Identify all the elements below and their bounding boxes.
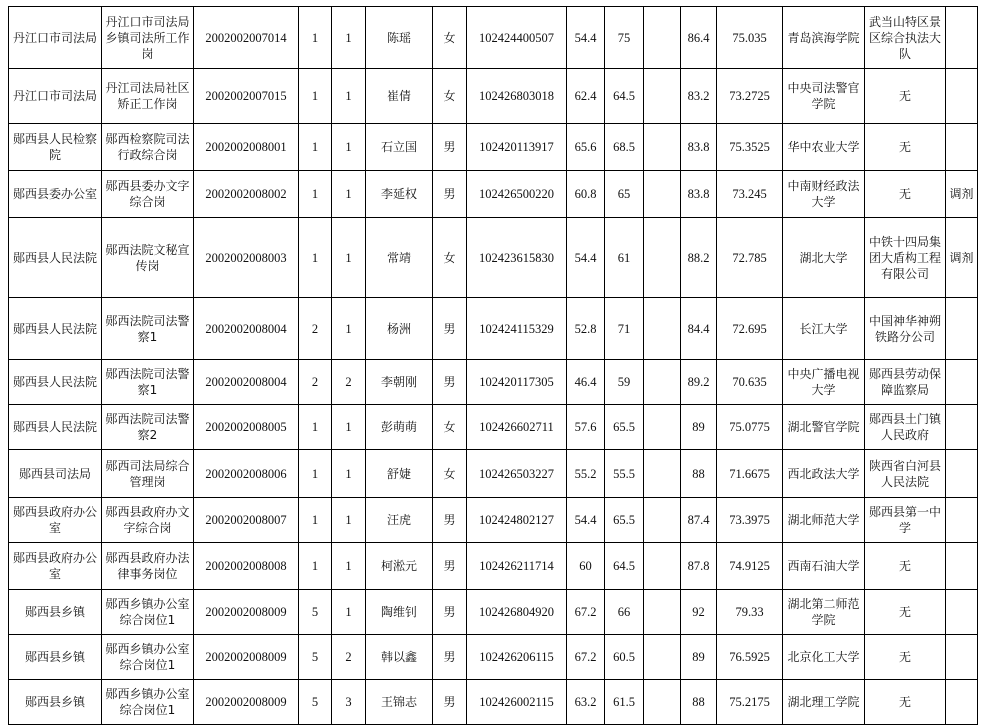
interview-score-cell: 92 — [681, 590, 717, 635]
gender-cell: 女 — [433, 7, 467, 69]
name-cell: 王锦志 — [366, 680, 433, 725]
total-score-cell: 76.5925 — [717, 635, 783, 680]
position-cell: 郧西乡镇办公室综合岗位1 — [102, 635, 194, 680]
empty-score-cell — [644, 590, 681, 635]
gender-cell: 男 — [433, 171, 467, 218]
position-cell: 郧西检察院司法行政综合岗 — [102, 124, 194, 171]
test-score-cell: 75 — [605, 7, 644, 69]
test-score-cell: 66 — [605, 590, 644, 635]
table-row — [9, 124, 978, 171]
plan-count-cell: 5 — [299, 590, 332, 635]
position-cell: 丹江口市司法局乡镇司法所工作岗 — [102, 7, 194, 69]
interview-score-cell: 83.2 — [681, 69, 717, 124]
rank-cell: 1 — [332, 124, 366, 171]
employer-cell: 陕西省白河县人民法院 — [865, 450, 946, 498]
name-cell: 汪虎 — [366, 498, 433, 543]
total-score-cell: 74.9125 — [717, 543, 783, 590]
gender-cell: 男 — [433, 543, 467, 590]
test-score-cell: 55.5 — [605, 450, 644, 498]
employer-cell: 无 — [865, 635, 946, 680]
unit-cell: 郧西县政府办公室 — [9, 543, 102, 590]
ticket-number-cell: 102426500220 — [467, 171, 567, 218]
written-score-cell: 60 — [567, 543, 605, 590]
unit-cell: 郧西县人民法院 — [9, 298, 102, 360]
code-cell: 2002002007014 — [194, 7, 299, 69]
remark-cell: 调剂 — [946, 218, 978, 298]
table-row — [9, 498, 978, 543]
unit-cell: 郧西县乡镇 — [9, 635, 102, 680]
school-cell: 湖北第二师范学院 — [783, 590, 865, 635]
remark-cell — [946, 543, 978, 590]
plan-count-cell: 2 — [299, 360, 332, 405]
empty-score-cell — [644, 124, 681, 171]
interview-score-cell: 83.8 — [681, 171, 717, 218]
school-cell: 湖北警官学院 — [783, 405, 865, 450]
written-score-cell: 67.2 — [567, 590, 605, 635]
total-score-cell: 72.785 — [717, 218, 783, 298]
unit-cell: 丹江口市司法局 — [9, 7, 102, 69]
table-row — [9, 298, 978, 360]
test-score-cell: 64.5 — [605, 543, 644, 590]
test-score-cell: 68.5 — [605, 124, 644, 171]
interview-score-cell: 84.4 — [681, 298, 717, 360]
code-cell: 2002002007015 — [194, 69, 299, 124]
ticket-number-cell: 102424802127 — [467, 498, 567, 543]
table-row — [9, 7, 978, 69]
gender-cell: 女 — [433, 218, 467, 298]
total-score-cell: 75.3525 — [717, 124, 783, 171]
empty-score-cell — [644, 218, 681, 298]
name-cell: 陈瑶 — [366, 7, 433, 69]
rank-cell: 3 — [332, 680, 366, 725]
rank-cell: 1 — [332, 298, 366, 360]
interview-score-cell: 88 — [681, 680, 717, 725]
name-cell: 常靖 — [366, 218, 433, 298]
position-cell: 郧西乡镇办公室综合岗位1 — [102, 590, 194, 635]
test-score-cell: 65.5 — [605, 405, 644, 450]
empty-score-cell — [644, 450, 681, 498]
written-score-cell: 65.6 — [567, 124, 605, 171]
employer-cell: 中国神华神朔铁路分公司 — [865, 298, 946, 360]
school-cell: 湖北理工学院 — [783, 680, 865, 725]
total-score-cell: 75.035 — [717, 7, 783, 69]
interview-score-cell: 86.4 — [681, 7, 717, 69]
test-score-cell: 60.5 — [605, 635, 644, 680]
written-score-cell: 46.4 — [567, 360, 605, 405]
total-score-cell: 79.33 — [717, 590, 783, 635]
code-cell: 2002002008002 — [194, 171, 299, 218]
written-score-cell: 52.8 — [567, 298, 605, 360]
position-cell: 郧西法院文秘宣传岗 — [102, 218, 194, 298]
school-cell: 华中农业大学 — [783, 124, 865, 171]
plan-count-cell: 1 — [299, 543, 332, 590]
ticket-number-cell: 102426803018 — [467, 69, 567, 124]
name-cell: 杨洲 — [366, 298, 433, 360]
plan-count-cell: 1 — [299, 450, 332, 498]
interview-score-cell: 89 — [681, 405, 717, 450]
ticket-number-cell: 102424400507 — [467, 7, 567, 69]
name-cell: 陶维钊 — [366, 590, 433, 635]
unit-cell: 郧西县委办公室 — [9, 171, 102, 218]
code-cell: 2002002008009 — [194, 590, 299, 635]
written-score-cell: 54.4 — [567, 498, 605, 543]
remark-cell — [946, 124, 978, 171]
employer-cell: 武当山特区景区综合执法大队 — [865, 7, 946, 69]
name-cell: 韩以鑫 — [366, 635, 433, 680]
plan-count-cell: 5 — [299, 680, 332, 725]
empty-score-cell — [644, 298, 681, 360]
empty-score-cell — [644, 680, 681, 725]
empty-score-cell — [644, 543, 681, 590]
written-score-cell: 57.6 — [567, 405, 605, 450]
interview-score-cell: 89 — [681, 635, 717, 680]
total-score-cell: 72.695 — [717, 298, 783, 360]
test-score-cell: 65.5 — [605, 498, 644, 543]
unit-cell: 郧西县人民法院 — [9, 405, 102, 450]
gender-cell: 女 — [433, 69, 467, 124]
school-cell: 西南石油大学 — [783, 543, 865, 590]
table-row — [9, 450, 978, 498]
test-score-cell: 65 — [605, 171, 644, 218]
written-score-cell: 55.2 — [567, 450, 605, 498]
results-table — [8, 6, 978, 725]
remark-cell — [946, 360, 978, 405]
empty-score-cell — [644, 635, 681, 680]
remark-cell — [946, 680, 978, 725]
ticket-number-cell: 102424115329 — [467, 298, 567, 360]
school-cell: 中南财经政法大学 — [783, 171, 865, 218]
empty-score-cell — [644, 7, 681, 69]
written-score-cell: 60.8 — [567, 171, 605, 218]
remark-cell — [946, 405, 978, 450]
unit-cell: 郧西县乡镇 — [9, 680, 102, 725]
employer-cell: 郧西县土门镇人民政府 — [865, 405, 946, 450]
remark-cell — [946, 7, 978, 69]
code-cell: 2002002008001 — [194, 124, 299, 171]
employer-cell: 无 — [865, 124, 946, 171]
unit-cell: 郧西县人民检察院 — [9, 124, 102, 171]
rank-cell: 1 — [332, 218, 366, 298]
name-cell: 舒婕 — [366, 450, 433, 498]
school-cell: 中央司法警官学院 — [783, 69, 865, 124]
rank-cell: 2 — [332, 360, 366, 405]
remark-cell — [946, 635, 978, 680]
code-cell: 2002002008009 — [194, 680, 299, 725]
employer-cell: 无 — [865, 680, 946, 725]
written-score-cell: 54.4 — [567, 218, 605, 298]
employer-cell: 无 — [865, 69, 946, 124]
unit-cell: 郧西县人民法院 — [9, 360, 102, 405]
school-cell: 中央广播电视大学 — [783, 360, 865, 405]
gender-cell: 男 — [433, 360, 467, 405]
total-score-cell: 73.2725 — [717, 69, 783, 124]
school-cell: 湖北师范大学 — [783, 498, 865, 543]
position-cell: 丹江司法局社区矫正工作岗 — [102, 69, 194, 124]
employer-cell: 郧西县劳动保障监察局 — [865, 360, 946, 405]
rank-cell: 1 — [332, 69, 366, 124]
name-cell: 李朝刚 — [366, 360, 433, 405]
plan-count-cell: 5 — [299, 635, 332, 680]
position-cell: 郧西乡镇办公室综合岗位1 — [102, 680, 194, 725]
gender-cell: 男 — [433, 680, 467, 725]
name-cell: 崔倩 — [366, 69, 433, 124]
school-cell: 青岛滨海学院 — [783, 7, 865, 69]
remark-cell — [946, 69, 978, 124]
table-body — [9, 7, 978, 725]
ticket-number-cell: 102426206115 — [467, 635, 567, 680]
position-cell: 郧西县政府办法律事务岗位 — [102, 543, 194, 590]
name-cell: 石立国 — [366, 124, 433, 171]
remark-cell — [946, 298, 978, 360]
written-score-cell: 54.4 — [567, 7, 605, 69]
plan-count-cell: 1 — [299, 124, 332, 171]
name-cell: 柯淞元 — [366, 543, 433, 590]
gender-cell: 男 — [433, 635, 467, 680]
empty-score-cell — [644, 360, 681, 405]
position-cell: 郧西法院司法警察1 — [102, 360, 194, 405]
test-score-cell: 61 — [605, 218, 644, 298]
empty-score-cell — [644, 69, 681, 124]
test-score-cell: 71 — [605, 298, 644, 360]
code-cell: 2002002008007 — [194, 498, 299, 543]
table-row — [9, 69, 978, 124]
table-row — [9, 590, 978, 635]
plan-count-cell: 1 — [299, 498, 332, 543]
rank-cell: 1 — [332, 450, 366, 498]
total-score-cell: 71.6675 — [717, 450, 783, 498]
interview-score-cell: 87.8 — [681, 543, 717, 590]
ticket-number-cell: 102426503227 — [467, 450, 567, 498]
plan-count-cell: 1 — [299, 7, 332, 69]
empty-score-cell — [644, 405, 681, 450]
gender-cell: 女 — [433, 450, 467, 498]
written-score-cell: 67.2 — [567, 635, 605, 680]
unit-cell: 郧西县司法局 — [9, 450, 102, 498]
interview-score-cell: 88 — [681, 450, 717, 498]
gender-cell: 男 — [433, 124, 467, 171]
code-cell: 2002002008005 — [194, 405, 299, 450]
written-score-cell: 62.4 — [567, 69, 605, 124]
school-cell: 长江大学 — [783, 298, 865, 360]
rank-cell: 1 — [332, 498, 366, 543]
code-cell: 2002002008004 — [194, 298, 299, 360]
plan-count-cell: 1 — [299, 218, 332, 298]
employer-cell: 无 — [865, 590, 946, 635]
written-score-cell: 63.2 — [567, 680, 605, 725]
table-row — [9, 405, 978, 450]
rank-cell: 2 — [332, 635, 366, 680]
code-cell: 2002002008006 — [194, 450, 299, 498]
school-cell: 湖北大学 — [783, 218, 865, 298]
total-score-cell: 70.635 — [717, 360, 783, 405]
ticket-number-cell: 102426002115 — [467, 680, 567, 725]
test-score-cell: 61.5 — [605, 680, 644, 725]
position-cell: 郧西司法局综合管理岗 — [102, 450, 194, 498]
total-score-cell: 73.3975 — [717, 498, 783, 543]
ticket-number-cell: 102420113917 — [467, 124, 567, 171]
table-row — [9, 171, 978, 218]
position-cell: 郧西法院司法警察2 — [102, 405, 194, 450]
rank-cell: 1 — [332, 7, 366, 69]
position-cell: 郧西法院司法警察1 — [102, 298, 194, 360]
rank-cell: 1 — [332, 590, 366, 635]
remark-cell — [946, 450, 978, 498]
school-cell: 北京化工大学 — [783, 635, 865, 680]
total-score-cell: 75.2175 — [717, 680, 783, 725]
interview-score-cell: 89.2 — [681, 360, 717, 405]
total-score-cell: 75.0775 — [717, 405, 783, 450]
ticket-number-cell: 102426804920 — [467, 590, 567, 635]
name-cell: 李延权 — [366, 171, 433, 218]
ticket-number-cell: 102420117305 — [467, 360, 567, 405]
school-cell: 西北政法大学 — [783, 450, 865, 498]
test-score-cell: 64.5 — [605, 69, 644, 124]
table-row — [9, 543, 978, 590]
code-cell: 2002002008003 — [194, 218, 299, 298]
rank-cell: 1 — [332, 543, 366, 590]
test-score-cell: 59 — [605, 360, 644, 405]
employer-cell: 无 — [865, 543, 946, 590]
empty-score-cell — [644, 498, 681, 543]
unit-cell: 郧西县人民法院 — [9, 218, 102, 298]
ticket-number-cell: 102426602711 — [467, 405, 567, 450]
remark-cell: 调剂 — [946, 171, 978, 218]
employer-cell: 郧西县第一中学 — [865, 498, 946, 543]
plan-count-cell: 2 — [299, 298, 332, 360]
total-score-cell: 73.245 — [717, 171, 783, 218]
position-cell: 郧西县政府办文字综合岗 — [102, 498, 194, 543]
table-row — [9, 635, 978, 680]
unit-cell: 郧西县乡镇 — [9, 590, 102, 635]
interview-score-cell: 83.8 — [681, 124, 717, 171]
plan-count-cell: 1 — [299, 405, 332, 450]
employer-cell: 中铁十四局集团大盾构工程有限公司 — [865, 218, 946, 298]
interview-score-cell: 88.2 — [681, 218, 717, 298]
gender-cell: 女 — [433, 405, 467, 450]
ticket-number-cell: 102426211714 — [467, 543, 567, 590]
plan-count-cell: 1 — [299, 69, 332, 124]
gender-cell: 男 — [433, 498, 467, 543]
table-row — [9, 218, 978, 298]
empty-score-cell — [644, 171, 681, 218]
rank-cell: 1 — [332, 405, 366, 450]
table-row — [9, 680, 978, 725]
gender-cell: 男 — [433, 298, 467, 360]
table-row — [9, 360, 978, 405]
gender-cell: 男 — [433, 590, 467, 635]
rank-cell: 1 — [332, 171, 366, 218]
code-cell: 2002002008004 — [194, 360, 299, 405]
ticket-number-cell: 102423615830 — [467, 218, 567, 298]
unit-cell: 丹江口市司法局 — [9, 69, 102, 124]
unit-cell: 郧西县政府办公室 — [9, 498, 102, 543]
interview-score-cell: 87.4 — [681, 498, 717, 543]
remark-cell — [946, 590, 978, 635]
position-cell: 郧西县委办文字综合岗 — [102, 171, 194, 218]
name-cell: 彭萌萌 — [366, 405, 433, 450]
employer-cell: 无 — [865, 171, 946, 218]
code-cell: 2002002008008 — [194, 543, 299, 590]
plan-count-cell: 1 — [299, 171, 332, 218]
code-cell: 2002002008009 — [194, 635, 299, 680]
remark-cell — [946, 498, 978, 543]
